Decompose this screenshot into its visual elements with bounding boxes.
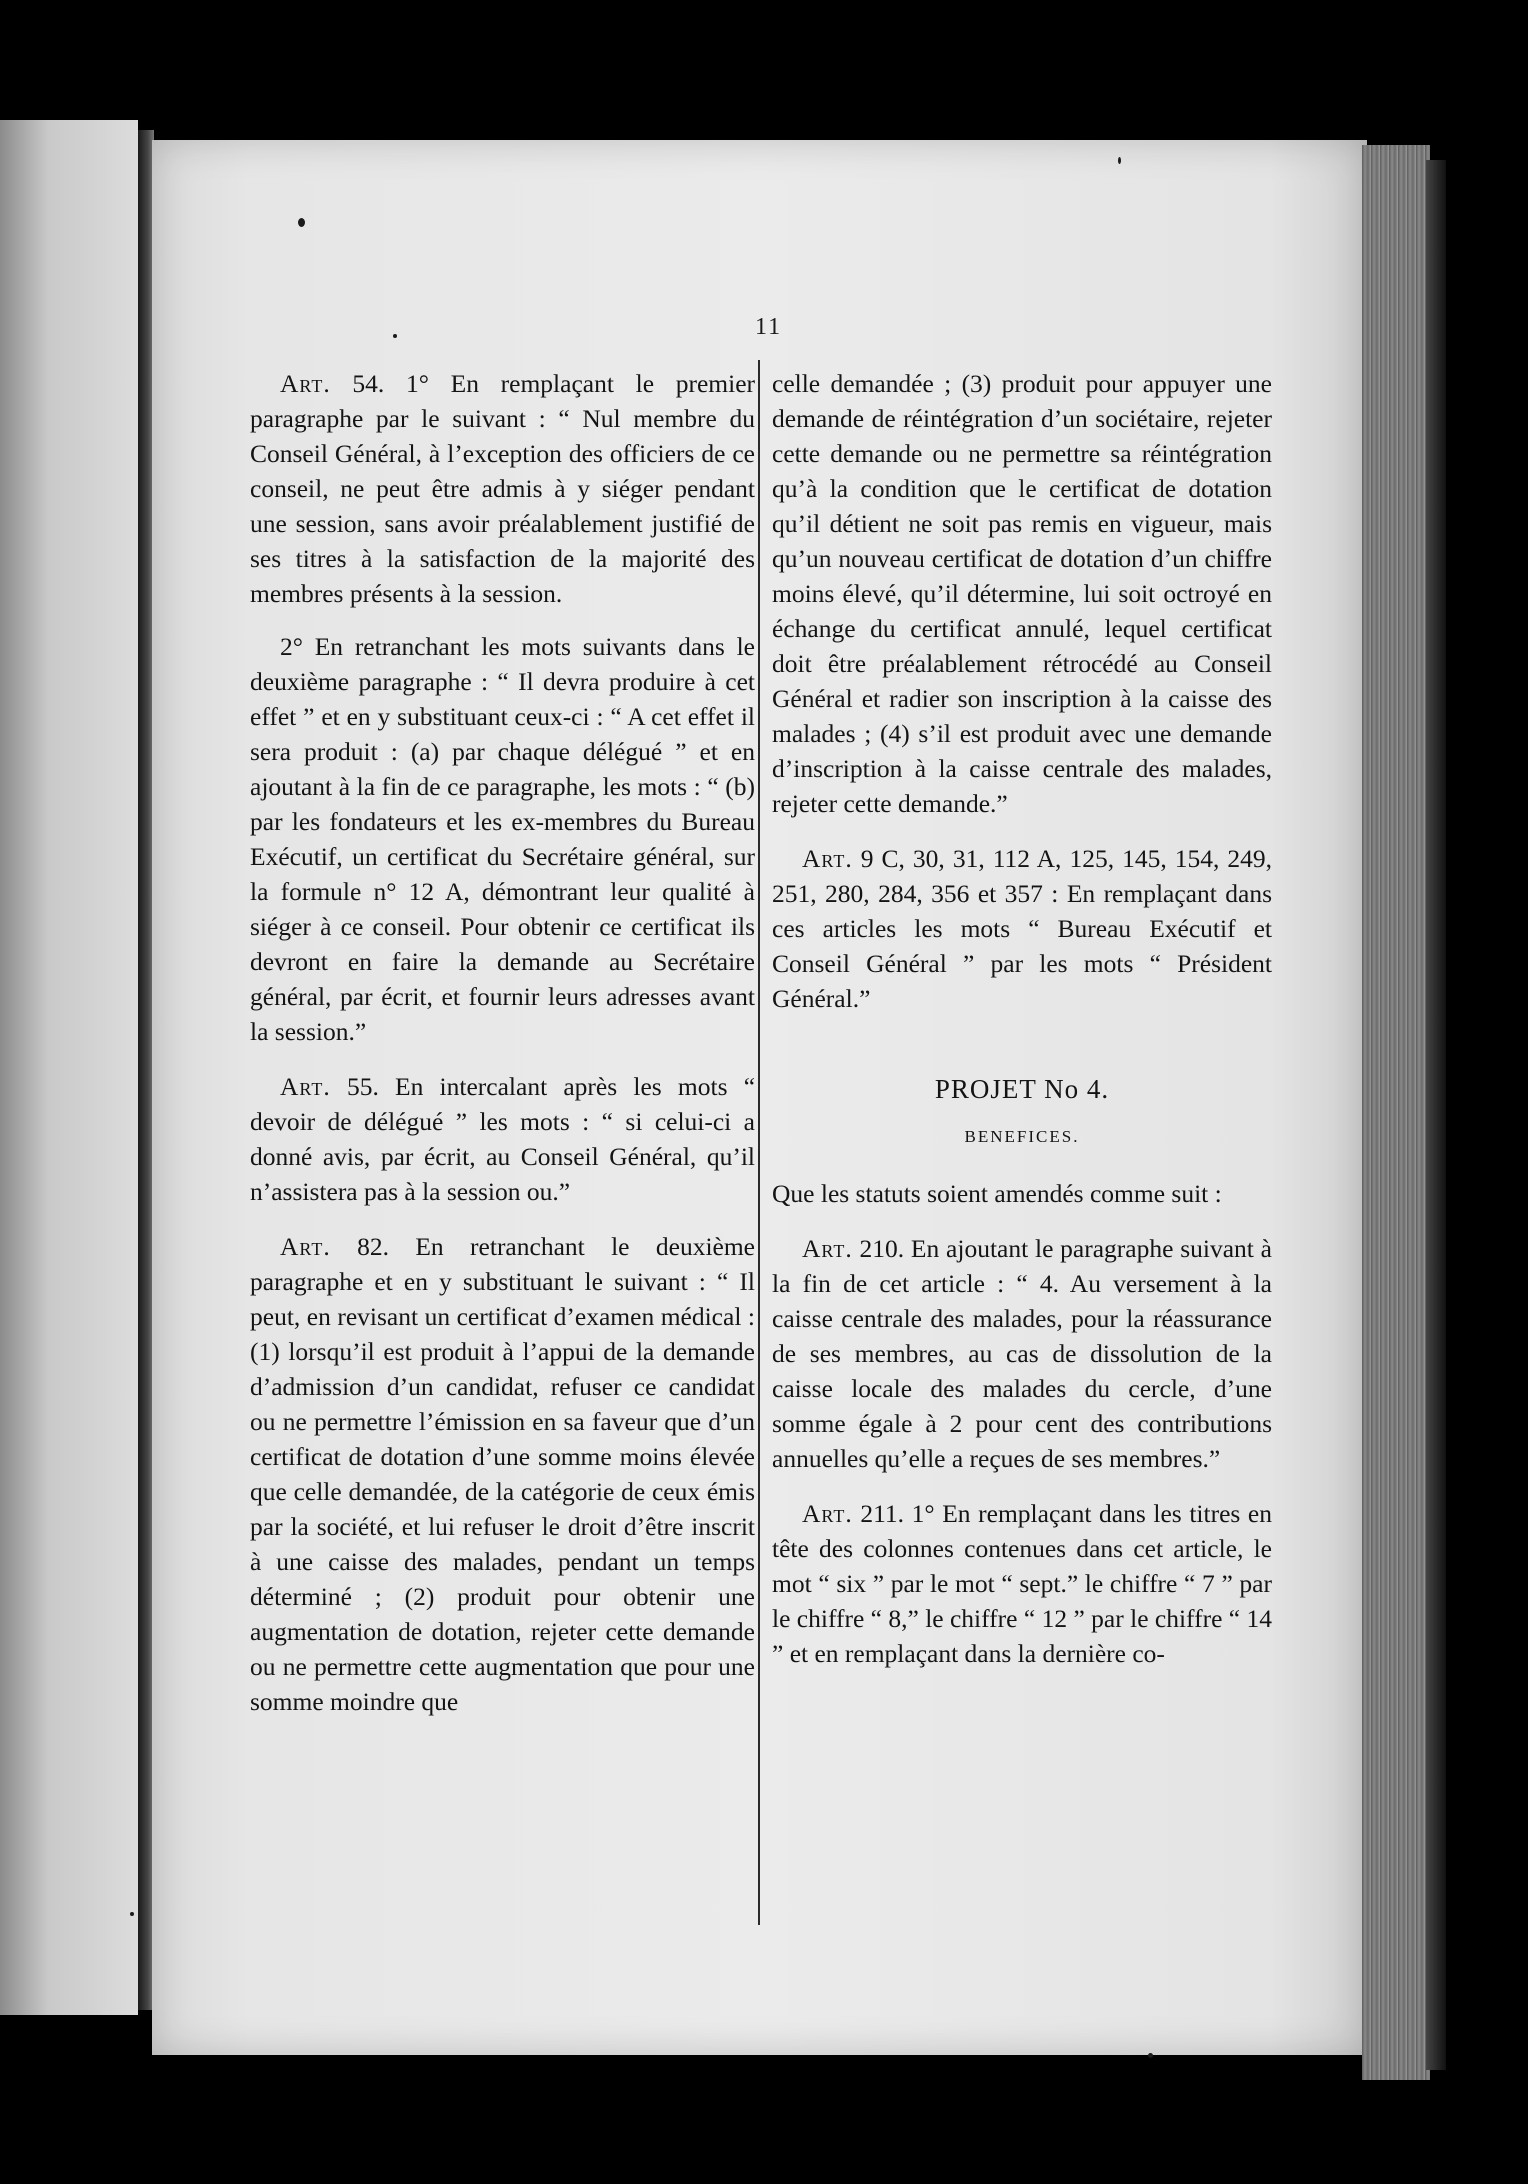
projet-intro: Que les statuts soient amendés comme suit : <box>772 1179 1222 1208</box>
article-label: Art. <box>802 844 853 873</box>
page-edges-stack <box>1362 145 1430 2080</box>
article-211-text: 211. 1° En remplaçant dans les titres en tête des colonnes contenues dans cet article, le mot “ six ” par le mot “ sept.” le chiffre “ 7 ” par le chiffre “ 8,” le chiffre “ 12 ” par le chiffre “ 14 ” et en remplaçant dans la dernière co- <box>772 1499 1272 1668</box>
scan-speck <box>130 1912 134 1916</box>
article-label: Art. <box>802 1234 853 1263</box>
page-number: 11 <box>755 314 783 340</box>
projet-heading: PROJET No 4. <box>934 1074 1110 1104</box>
page-edges-shadow <box>1426 160 1446 2070</box>
right-column <box>772 366 1272 1689</box>
article-55-text: 55. En intercalant après les mots “ devoir de délégué ” les mots : “ si celui-ci a donné avis, par écrit, au Conseil Général, qu’il n’assistera pas à la session ou.” <box>250 1072 756 1206</box>
scan-speck <box>393 334 397 338</box>
article-label: Art. <box>280 1072 331 1101</box>
article-210-text: 210. En ajoutant le paragraphe suivant à la fin de cet article : “ 4. Au versement à la caisse centrale des malades, pour la réassurance de ses membres, au cas de dissolution de la caisse locale des malades du cercle, d’une somme égale à 2 pour cent des contributions annuelles qu’elle a reçues de ses membres.” <box>772 1234 1272 1473</box>
article-55-paragraph <box>250 1069 755 1209</box>
left-column <box>250 366 755 1737</box>
article-54-paragraph-2: 2° En retranchant les mots suivants dans le deuxième paragraphe : “ Il devra produire à cet effet ” et en y substituant ceux-ci : “ A cet effet il sera produit : (a) par chaque délégué ” et en ajoutant à la fin de ce paragraphe, les mots : “ (b) par les fondateurs et les ex-membres du Bureau Exécutif, un certificat du Secrétaire général, sur la formule n° 12 A, démontrant leur qualité à siéger à ce conseil. Pour obtenir ce certificat ils devront en faire la demande au Secrétaire général, par écrit, et fournir leurs adresses avant la session.” <box>250 632 755 1046</box>
article-label: Art. <box>280 1232 331 1261</box>
article-label: Art. <box>280 369 331 398</box>
scan-speck <box>1148 2053 1153 2058</box>
article-82-text: 82. En retranchant le deuxième paragraphe et en y substituant le suivant : “ Il peut, en revisant un certificat d’examen médical : (1) lorsqu’il est produit à l’appui de la demande d’admission d’un candidat, refuser ce candidat ou ne permettre l’émission en sa faveur que d’un certificat de dotation d’une somme moins élevée que celle demandée, de la catégorie de ceux émis par la société, et lui refuser le droit d’être inscrit à une caisse des malades, pendant un temps déterminé ; (2) produit pour obtenir une augmentation de dotation, rejeter cette demande ou ne permettre cette augmentation que pour une somme moindre que <box>250 1232 755 1716</box>
article-9-text: 9 C, 30, 31, 112 A, 125, 145, 154, 249, 251, 280, 284, 356 et 357 : En remplaçant dans ces articles les mots “ Bureau Exécutif et Conseil Général ” par les mots “ Président Général.” <box>772 844 1273 1013</box>
projet-subheading: BENEFICES. <box>964 1127 1080 1146</box>
article-211-paragraph <box>772 1496 1272 1671</box>
article-54-text: 54. 1° En remplaçant le premier paragraphe par le suivant : “ Nul membre du Conseil Général, à l’exception des officiers de ce conseil, ne peut être admis à y siéger pendant une session, sans avoir préalablement justifié de ses titres à la satisfaction de la majorité des membres présents à la session. <box>250 369 756 608</box>
article-label: Art. <box>802 1499 853 1528</box>
article-9-paragraph <box>772 841 1272 1016</box>
scan-speck <box>298 218 305 227</box>
article-54-paragraph-1 <box>250 366 755 611</box>
scan-speck <box>1118 157 1121 164</box>
article-82-continuation: celle demandée ; (3) produit pour appuyer une demande de réintégration d’un sociétaire, rejeter cette demande ou ne permettre sa réintégration qu’à la condition que le certificat de dotation qu’il détient ne soit pas remis en vigueur, mais qu’un nouveau certificat de dotation d’un chiffre moins élevé, qu’il détermine, lui soit octroyé en échange du certificat annulé, lequel certificat doit être préalablement rétrocédé au Conseil Général et radier son inscription à la caisse des malades ; (4) s’il est produit avec une demande d’inscription à la caisse centrale des malades, rejeter cette demande.” <box>772 369 1272 818</box>
article-210-paragraph <box>772 1231 1272 1476</box>
previous-page-edge <box>0 120 138 2015</box>
column-divider <box>758 360 760 1925</box>
article-82-paragraph <box>250 1229 755 1719</box>
